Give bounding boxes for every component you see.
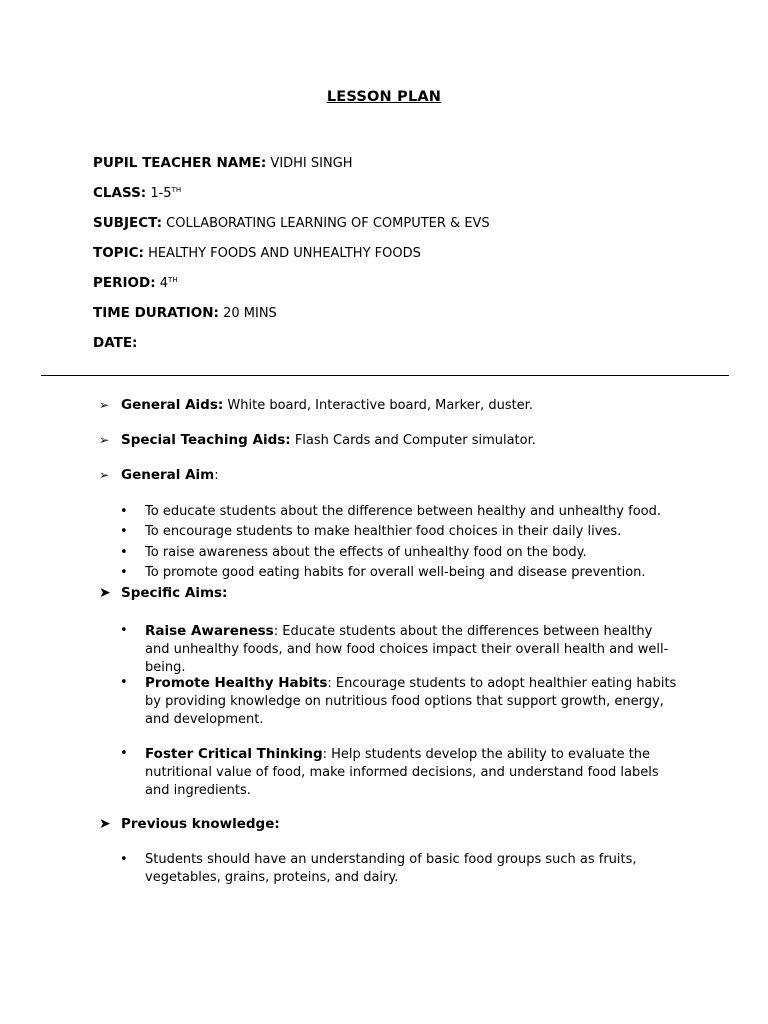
bullet-dot-icon: • xyxy=(120,675,128,690)
specific-aim-label: Promote Healthy Habits xyxy=(145,675,328,691)
teacher-name-field xyxy=(93,155,353,171)
specific-aim-label: Raise Awareness xyxy=(145,623,274,639)
bullet-dot-icon: • xyxy=(120,504,128,519)
arrow-bullet-icon: ➤ xyxy=(99,585,111,601)
list-item xyxy=(120,851,680,887)
specific-aim-description: : Encourage students to adopt healthier eating habits by providing knowledge on nutritious food options that support growth, energy, and development. xyxy=(145,676,677,727)
teacher-name-label: PUPIL TEACHER NAME: xyxy=(93,155,267,171)
list-item xyxy=(120,523,680,541)
general-aim-text: To encourage students to make healthier food choices in their daily lives. xyxy=(145,524,622,539)
date-field xyxy=(93,335,137,351)
class-value-text: 1-5 xyxy=(150,186,172,201)
class-value xyxy=(150,186,181,201)
time-duration-field xyxy=(93,305,277,321)
class-value-superscript: TH xyxy=(171,186,182,194)
special-teaching-aids-label: Special Teaching Aids: xyxy=(121,432,291,448)
specific-aim-description: : Educate students about the differences between healthy and unhealthy foods, and how food choices impact their overall health and well-being. xyxy=(145,624,669,675)
period-value xyxy=(160,276,178,291)
list-item xyxy=(120,674,680,729)
general-aids-item xyxy=(99,397,533,413)
special-teaching-aids-item xyxy=(99,432,536,448)
bullet-dot-icon: • xyxy=(120,545,128,560)
specific-aim-text xyxy=(145,745,680,800)
class-field xyxy=(93,185,181,201)
general-aim-text: To promote good eating habits for overall well-being and disease prevention. xyxy=(145,565,646,580)
time-duration-label: TIME DURATION: xyxy=(93,305,219,321)
subject-value: COLLABORATING LEARNING OF COMPUTER & EVS xyxy=(166,216,490,231)
page-title: LESSON PLAN xyxy=(326,89,442,105)
general-aim-text: To educate students about the difference between healthy and unhealthy food. xyxy=(145,504,661,519)
subject-field xyxy=(93,215,490,231)
bullet-dot-icon: • xyxy=(120,746,128,761)
general-aim-label: General Aim xyxy=(121,467,215,483)
previous-knowledge-text: Students should have an understanding of basic food groups such as fruits, vegetables, grains, proteins, and dairy. xyxy=(145,852,637,885)
arrow-bullet-icon: ➢ xyxy=(99,398,110,412)
list-item xyxy=(120,503,680,521)
topic-value: HEALTHY FOODS AND UNHEALTHY FOODS xyxy=(148,246,421,261)
previous-knowledge-label: Previous knowledge: xyxy=(121,816,280,832)
general-aids-value: White board, Interactive board, Marker, duster. xyxy=(227,398,533,413)
special-teaching-aids-value: Flash Cards and Computer simulator. xyxy=(294,433,536,448)
general-aim-text: To raise awareness about the effects of unhealthy food on the body. xyxy=(145,545,587,560)
period-field xyxy=(93,275,178,291)
arrow-bullet-icon: ➢ xyxy=(99,468,110,482)
specific-aim-label: Foster Critical Thinking xyxy=(145,746,323,762)
specific-aims-label: Specific Aims: xyxy=(121,585,228,601)
general-aids-label: General Aids: xyxy=(121,397,224,413)
period-label: PERIOD: xyxy=(93,275,156,291)
topic-label: TOPIC: xyxy=(93,245,144,261)
bullet-dot-icon: • xyxy=(120,565,128,580)
list-item xyxy=(120,745,680,800)
specific-aim-description: : Help students develop the ability to evaluate the nutritional value of food, make informed decisions, and understand food labels and ingredients. xyxy=(145,747,659,798)
date-label: DATE: xyxy=(93,335,138,351)
horizontal-divider xyxy=(41,375,729,376)
period-value-text: 4 xyxy=(159,276,169,291)
bullet-dot-icon: • xyxy=(120,852,128,867)
period-value-superscript: TH xyxy=(168,276,178,284)
class-label: CLASS: xyxy=(93,185,147,201)
teacher-name-value: VIDHI SINGH xyxy=(270,156,353,171)
specific-aim-text xyxy=(145,622,680,677)
general-aim-item xyxy=(99,467,219,483)
general-aim-colon: : xyxy=(214,468,219,483)
bullet-dot-icon: • xyxy=(120,524,128,539)
specific-aim-text xyxy=(145,674,680,729)
list-item xyxy=(120,544,680,562)
specific-aims-item xyxy=(99,585,227,601)
arrow-bullet-icon: ➤ xyxy=(99,816,111,832)
previous-knowledge-item xyxy=(99,816,280,832)
bullet-dot-icon: • xyxy=(120,623,128,638)
list-item xyxy=(120,564,680,582)
list-item xyxy=(120,622,680,677)
subject-label: SUBJECT: xyxy=(93,215,162,231)
topic-field xyxy=(93,245,421,261)
time-duration-value: 20 MINS xyxy=(223,306,277,321)
arrow-bullet-icon: ➢ xyxy=(99,433,110,447)
